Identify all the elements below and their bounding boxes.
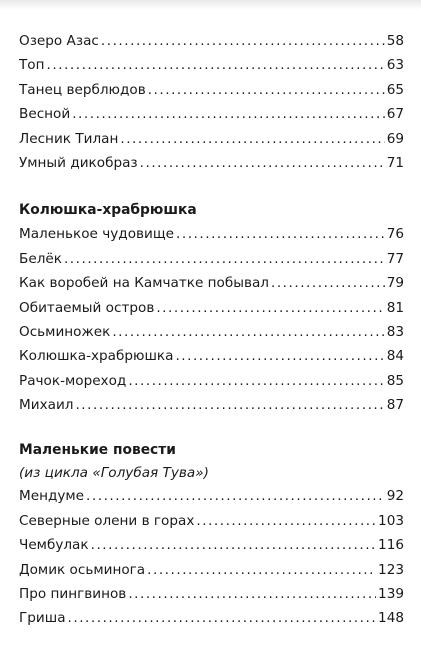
dot-leader (86, 484, 385, 508)
page-edge (0, 0, 421, 10)
toc-entry[interactable] (19, 606, 404, 630)
entry-title: Как воробей на Камчатке побывал (19, 275, 269, 292)
dot-leader (91, 533, 376, 557)
entry-title: Весной (19, 106, 71, 123)
dot-leader (64, 247, 385, 271)
entry-page: 69 (386, 130, 404, 147)
dot-leader (128, 369, 384, 393)
toc-entry[interactable] (19, 102, 404, 126)
dot-leader (68, 606, 377, 630)
toc-entry[interactable] (19, 369, 404, 393)
toc-section (19, 438, 404, 630)
dot-leader (196, 509, 376, 533)
entry-title: Белёк (19, 250, 62, 267)
entry-title: Домик осьминога (19, 561, 146, 578)
entry-page: 85 (386, 372, 404, 389)
toc-entry[interactable] (19, 296, 404, 320)
toc-entry[interactable] (19, 53, 404, 77)
entry-title: Северные олени в горах (19, 512, 195, 529)
toc-entry[interactable] (19, 509, 404, 533)
section-heading: Маленькие повести (19, 442, 176, 459)
section-spacer (19, 417, 404, 438)
toc-entry[interactable] (19, 320, 404, 344)
entry-title: Чембулак (19, 537, 89, 554)
table-of-contents (19, 29, 404, 631)
entry-page: 87 (386, 397, 404, 414)
toc-entry[interactable] (19, 271, 404, 295)
entry-page: 63 (386, 57, 404, 74)
entry-page: 83 (386, 323, 404, 340)
entry-title: Обитаемый остров (19, 299, 155, 316)
section-spacer (19, 175, 404, 198)
toc-entry[interactable] (19, 78, 404, 102)
entry-page: 123 (378, 561, 404, 578)
dot-leader (176, 222, 385, 246)
toc-entry[interactable] (19, 247, 404, 271)
toc-entry[interactable] (19, 533, 404, 557)
entry-title: Гриша (19, 610, 66, 627)
toc-entry[interactable] (19, 393, 404, 417)
entry-page: 77 (386, 250, 404, 267)
entry-title: Танец верблюдов (19, 81, 146, 98)
toc-section (19, 29, 404, 175)
dot-leader (147, 558, 376, 582)
entry-page: 84 (386, 348, 404, 365)
dot-leader (75, 393, 384, 417)
entry-title: Маленькое чудовище (19, 226, 175, 243)
entry-title: Михаил (19, 397, 74, 414)
entry-page: 92 (386, 488, 404, 505)
dot-leader (128, 582, 376, 606)
entry-title: Про пингвинов (19, 586, 127, 603)
entry-page: 65 (386, 81, 404, 98)
dot-leader (148, 78, 385, 102)
entry-title: Осьминожек (19, 323, 111, 340)
entry-title: Рачок-мореход (19, 372, 127, 389)
entry-page: 67 (386, 106, 404, 123)
dot-leader (47, 53, 385, 77)
dot-leader (156, 296, 384, 320)
entry-page: 76 (386, 226, 404, 243)
toc-section (19, 198, 404, 417)
toc-entry[interactable] (19, 582, 404, 606)
toc-entry[interactable] (19, 344, 404, 368)
entry-title: Колюшка-храбрюшка (19, 348, 174, 365)
entry-title: Умный дикобраз (19, 154, 138, 171)
entry-title: Озеро Азас (19, 33, 99, 49)
dot-leader (72, 102, 384, 126)
section-subheading: (из цикла «Голубая Тува») (19, 465, 209, 482)
entry-page: 116 (378, 537, 404, 554)
dot-leader (140, 151, 385, 175)
toc-entry[interactable] (19, 222, 404, 246)
dot-leader (101, 29, 385, 53)
dot-leader (112, 320, 384, 344)
dot-leader (120, 127, 384, 151)
entry-page: 58 (386, 33, 404, 49)
entry-page: 139 (378, 586, 404, 603)
toc-entry[interactable] (19, 484, 404, 508)
toc-entry[interactable] (19, 151, 404, 175)
dot-leader (175, 344, 384, 368)
entry-page: 81 (386, 299, 404, 316)
entry-page: 71 (386, 154, 404, 171)
toc-entry[interactable] (19, 558, 404, 582)
entry-title: Лесник Тилан (19, 130, 119, 147)
dot-leader (271, 271, 385, 295)
entry-title: Топ (19, 57, 45, 74)
entry-page: 79 (386, 275, 404, 292)
section-heading: Колюшка-храбрюшка (19, 202, 197, 219)
entry-page: 103 (378, 512, 404, 529)
entry-page: 148 (378, 610, 404, 627)
toc-entry[interactable] (19, 29, 404, 53)
entry-title: Мендуме (19, 488, 85, 505)
toc-entry[interactable] (19, 127, 404, 151)
